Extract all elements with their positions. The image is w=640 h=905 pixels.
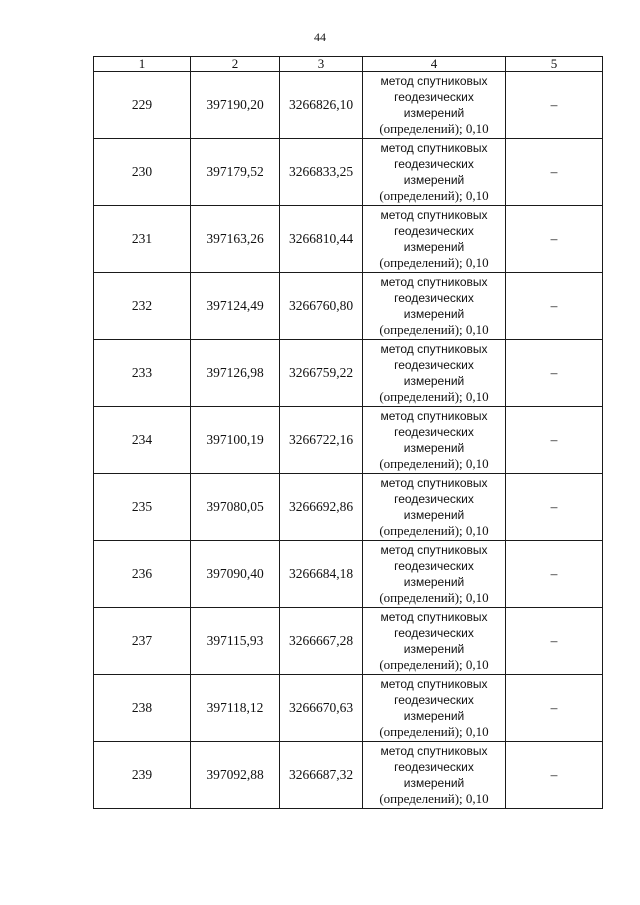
header-col-5: 5: [506, 57, 603, 72]
x-coordinate-cell: 397163,26: [191, 206, 280, 273]
method-line: измерений: [403, 642, 465, 656]
method-cell: [363, 206, 506, 273]
method-line: (определений); 0,10: [379, 456, 489, 471]
x-coordinate-cell: 397118,12: [191, 675, 280, 742]
header-col-4: 4: [363, 57, 506, 72]
method-cell: [363, 474, 506, 541]
note-cell: –: [506, 340, 603, 407]
method-line: метод спутниковых: [380, 409, 488, 423]
x-coordinate-cell: 397126,98: [191, 340, 280, 407]
point-number-cell: 232: [94, 273, 191, 340]
method-line: метод спутниковых: [380, 543, 488, 557]
method-line: (определений); 0,10: [379, 657, 489, 672]
method-line: геодезических: [394, 291, 474, 305]
method-line: измерений: [403, 441, 465, 455]
table-row: [94, 340, 603, 407]
point-number-cell: 229: [94, 72, 191, 139]
point-number-cell: 234: [94, 407, 191, 474]
table-row: [94, 541, 603, 608]
method-line: геодезических: [394, 492, 474, 506]
method-cell: [363, 742, 506, 809]
table-row: [94, 474, 603, 541]
table-row: [94, 206, 603, 273]
point-number-cell: 230: [94, 139, 191, 206]
method-line: (определений); 0,10: [379, 791, 489, 806]
method-line: метод спутниковых: [380, 342, 488, 356]
header-col-1: 1: [94, 57, 191, 72]
method-cell: [363, 675, 506, 742]
method-line: измерений: [403, 307, 465, 321]
table-row: [94, 273, 603, 340]
table-header: [94, 57, 603, 72]
method-line: (определений); 0,10: [379, 188, 489, 203]
note-cell: –: [506, 742, 603, 809]
method-line: (определений); 0,10: [379, 590, 489, 605]
method-line: (определений); 0,10: [379, 121, 489, 136]
note-cell: –: [506, 407, 603, 474]
method-line: метод спутниковых: [380, 476, 488, 490]
x-coordinate-cell: 397115,93: [191, 608, 280, 675]
header-col-3: 3: [280, 57, 363, 72]
method-cell: [363, 72, 506, 139]
x-coordinate-cell: 397100,19: [191, 407, 280, 474]
note-cell: –: [506, 608, 603, 675]
table-row: [94, 608, 603, 675]
method-line: геодезических: [394, 760, 474, 774]
method-line: геодезических: [394, 626, 474, 640]
method-line: (определений); 0,10: [379, 322, 489, 337]
table-row: [94, 139, 603, 206]
page-number: 44: [314, 30, 326, 44]
method-cell: [363, 139, 506, 206]
x-coordinate-cell: 397124,49: [191, 273, 280, 340]
x-coordinate-cell: 397092,88: [191, 742, 280, 809]
x-coordinate-cell: 397190,20: [191, 72, 280, 139]
method-line: метод спутниковых: [380, 610, 488, 624]
y-coordinate-cell: 3266692,86: [280, 474, 363, 541]
point-number-cell: 233: [94, 340, 191, 407]
y-coordinate-cell: 3266810,44: [280, 206, 363, 273]
method-line: (определений); 0,10: [379, 724, 489, 739]
method-cell: [363, 273, 506, 340]
y-coordinate-cell: 3266684,18: [280, 541, 363, 608]
method-line: метод спутниковых: [380, 744, 488, 758]
method-cell: [363, 608, 506, 675]
method-line: геодезических: [394, 90, 474, 104]
note-cell: –: [506, 72, 603, 139]
y-coordinate-cell: 3266667,28: [280, 608, 363, 675]
y-coordinate-cell: 3266759,22: [280, 340, 363, 407]
method-line: измерений: [403, 374, 465, 388]
method-line: геодезических: [394, 358, 474, 372]
method-line: метод спутниковых: [380, 74, 488, 88]
note-cell: –: [506, 273, 603, 340]
method-line: измерений: [403, 240, 465, 254]
method-line: измерений: [403, 709, 465, 723]
x-coordinate-cell: 397080,05: [191, 474, 280, 541]
method-line: метод спутниковых: [380, 275, 488, 289]
note-cell: –: [506, 139, 603, 206]
coordinates-table: [93, 56, 603, 809]
point-number-cell: 231: [94, 206, 191, 273]
method-line: измерений: [403, 776, 465, 790]
point-number-cell: 239: [94, 742, 191, 809]
y-coordinate-cell: 3266687,32: [280, 742, 363, 809]
method-line: (определений); 0,10: [379, 255, 489, 270]
method-cell: [363, 541, 506, 608]
note-cell: –: [506, 675, 603, 742]
method-line: геодезических: [394, 157, 474, 171]
header-row: [94, 57, 603, 72]
note-cell: –: [506, 474, 603, 541]
method-cell: [363, 407, 506, 474]
note-cell: –: [506, 206, 603, 273]
method-line: (определений); 0,10: [379, 389, 489, 404]
y-coordinate-cell: 3266670,63: [280, 675, 363, 742]
method-cell: [363, 340, 506, 407]
method-line: геодезических: [394, 559, 474, 573]
x-coordinate-cell: 397179,52: [191, 139, 280, 206]
point-number-cell: 238: [94, 675, 191, 742]
table-body: [94, 72, 603, 809]
note-cell: –: [506, 541, 603, 608]
method-line: геодезических: [394, 693, 474, 707]
point-number-cell: 237: [94, 608, 191, 675]
method-line: геодезических: [394, 224, 474, 238]
method-line: метод спутниковых: [380, 677, 488, 691]
point-number-cell: 235: [94, 474, 191, 541]
method-line: измерений: [403, 575, 465, 589]
method-line: метод спутниковых: [380, 208, 488, 222]
method-line: измерений: [403, 173, 465, 187]
point-number-cell: 236: [94, 541, 191, 608]
method-line: измерений: [403, 106, 465, 120]
table-row: [94, 742, 603, 809]
table-row: [94, 72, 603, 139]
y-coordinate-cell: 3266833,25: [280, 139, 363, 206]
table-row: [94, 675, 603, 742]
method-line: геодезических: [394, 425, 474, 439]
y-coordinate-cell: 3266722,16: [280, 407, 363, 474]
x-coordinate-cell: 397090,40: [191, 541, 280, 608]
y-coordinate-cell: 3266760,80: [280, 273, 363, 340]
header-col-2: 2: [191, 57, 280, 72]
y-coordinate-cell: 3266826,10: [280, 72, 363, 139]
method-line: (определений); 0,10: [379, 523, 489, 538]
table-row: [94, 407, 603, 474]
method-line: измерений: [403, 508, 465, 522]
method-line: метод спутниковых: [380, 141, 488, 155]
